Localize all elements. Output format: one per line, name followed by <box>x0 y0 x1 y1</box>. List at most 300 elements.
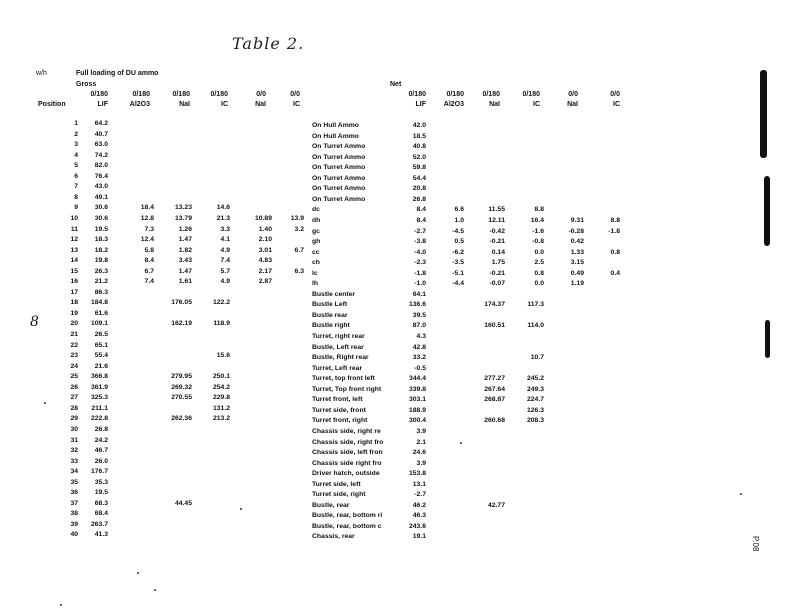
gross-value: 6.7 <box>294 246 304 254</box>
net-value: 64.1 <box>412 290 426 298</box>
gross-value: 2.10 <box>258 236 272 244</box>
location-label: Chassis side, right fro <box>312 438 384 446</box>
net-value: 208.3 <box>526 417 544 425</box>
net-value: 26.8 <box>412 195 426 203</box>
location-label: Chassis side right fro <box>312 459 382 467</box>
net-value: 0.5 <box>454 238 464 246</box>
column-header-top: 0/180 <box>132 91 150 98</box>
column-header-top: 0/0 <box>610 91 620 98</box>
position-number: 25 <box>70 373 78 381</box>
gross-value: 55.4 <box>94 352 108 360</box>
gross-value: 65.1 <box>94 341 108 349</box>
gross-value: 26.5 <box>94 331 108 338</box>
location-label: Chassis side, left fron <box>312 449 383 457</box>
gross-value: 1.40 <box>258 225 272 233</box>
net-value: 0.8 <box>610 248 620 256</box>
location-label: Driver hatch, outside <box>312 470 380 478</box>
gross-value: 10.89 <box>254 214 272 222</box>
gross-value: 46.7 <box>94 447 108 455</box>
gross-value: 61.6 <box>94 309 108 317</box>
gross-value: 68.3 <box>94 499 108 507</box>
net-value: 267.64 <box>484 385 505 393</box>
location-label: cc <box>312 248 320 256</box>
net-value: -4.0 <box>414 248 426 256</box>
gross-value: 41.3 <box>94 531 108 539</box>
gross-value: 262.36 <box>171 415 192 423</box>
location-label: gh <box>312 238 321 246</box>
position-number: 2 <box>74 130 78 138</box>
net-value: 224.7 <box>526 396 544 404</box>
net-value: 6.6 <box>454 206 464 214</box>
location-label: Turret front, left <box>312 396 363 404</box>
net-value: 0.0 <box>534 248 544 256</box>
handwritten-mark: 8 <box>30 314 39 330</box>
right-heading: Net <box>390 81 402 88</box>
net-value: 8.8 <box>610 216 620 224</box>
column-header-top: 0/0 <box>290 91 300 98</box>
position-number: 19 <box>70 309 78 317</box>
margin-scan-mark <box>764 176 770 246</box>
column-header-bottom: NaI <box>567 101 578 108</box>
net-value: 153.8 <box>408 470 426 478</box>
net-value: 11.55 <box>488 206 505 214</box>
position-number: 37 <box>70 499 78 507</box>
gross-value: 4.83 <box>258 257 272 265</box>
net-value: 136.6 <box>408 301 426 309</box>
position-number: 7 <box>74 183 78 191</box>
column-header-bottom: NaI <box>255 101 266 108</box>
position-number: 30 <box>70 425 78 433</box>
position-number: 12 <box>70 236 78 244</box>
net-value: 16.4 <box>530 216 544 224</box>
net-value: -0.28 <box>568 227 584 235</box>
net-value: 40.8 <box>412 143 426 151</box>
net-value: -0.21 <box>489 238 505 246</box>
net-value: 188.9 <box>408 406 426 414</box>
net-value: 0.4 <box>610 269 620 277</box>
gross-value: 3.2 <box>294 225 304 233</box>
scan-speck <box>240 508 242 510</box>
position-number: 4 <box>74 151 78 159</box>
gross-value: 1.47 <box>178 267 192 275</box>
position-number: 14 <box>70 257 78 265</box>
gross-value: 4.1 <box>220 236 230 244</box>
margin-scan-mark <box>760 70 767 158</box>
left-subheading: Gross <box>76 81 97 88</box>
net-value: 114.0 <box>527 322 544 330</box>
net-value: 39.5 <box>412 311 426 319</box>
gross-value: 1.47 <box>178 236 192 244</box>
scan-speck <box>137 572 139 574</box>
net-value: 24.6 <box>412 449 426 457</box>
gross-value: 21.3 <box>216 214 230 222</box>
net-value: 10.7 <box>530 354 544 362</box>
gross-value: 7.3 <box>144 225 154 233</box>
gross-value: 35.3 <box>94 478 108 486</box>
position-number: 20 <box>70 320 78 328</box>
gross-value: 68.4 <box>94 510 108 518</box>
net-value: -3.8 <box>414 238 426 246</box>
net-value: 0.0 <box>534 280 544 288</box>
gross-value: 5.8 <box>144 246 154 254</box>
column-header-bottom: Al2O3 <box>443 101 464 108</box>
position-number: 26 <box>70 383 78 391</box>
column-header-bottom: LIF <box>97 101 108 108</box>
net-value: -5.1 <box>452 269 464 277</box>
net-value: 87.0 <box>412 322 426 330</box>
gross-value: 361.9 <box>90 383 108 391</box>
gross-value: 176.05 <box>171 299 192 307</box>
margin-scan-mark <box>765 320 770 358</box>
net-value: 339.8 <box>408 385 426 393</box>
location-label: On Turret Ammo <box>312 185 366 193</box>
position-number: 24 <box>70 362 78 370</box>
net-value: 12.11 <box>488 216 505 224</box>
position-number: 27 <box>70 394 78 402</box>
position-number: 15 <box>70 267 78 275</box>
column-header-bottom: Al2O3 <box>129 101 150 108</box>
gross-value: 270.55 <box>171 394 192 402</box>
net-value: 174.37 <box>484 301 505 309</box>
wh-label: w/h <box>36 70 47 77</box>
net-value: -1.0 <box>414 280 426 288</box>
position-number: 6 <box>74 172 78 180</box>
net-value: 20.8 <box>412 185 426 193</box>
gross-value: 213.2 <box>212 415 230 423</box>
gross-value: 222.8 <box>90 415 108 423</box>
gross-value: 229.8 <box>212 394 230 402</box>
net-value: 300.4 <box>408 417 426 425</box>
scan-speck <box>60 604 62 606</box>
location-label: ch <box>312 259 320 267</box>
left-heading: Full loading of DU ammo <box>76 70 159 77</box>
net-value: 8.4 <box>416 206 426 214</box>
gross-value: 14.6 <box>216 204 230 212</box>
gross-value: 15.6 <box>216 352 230 360</box>
gross-value: 18.3 <box>94 236 108 244</box>
net-value: 2.1 <box>416 438 426 446</box>
location-label: Turret, Top front right <box>312 385 382 393</box>
location-label: Chassis, rear <box>312 533 355 541</box>
location-label: Turret side, left <box>312 480 361 488</box>
gross-value: 269.32 <box>171 383 192 391</box>
gross-value: 122.2 <box>212 299 230 307</box>
column-header-top: 0/180 <box>210 91 228 98</box>
position-number: 5 <box>74 162 78 170</box>
gross-value: 21.2 <box>94 278 108 286</box>
net-value: -0.42 <box>489 227 505 235</box>
gross-value: 325.3 <box>90 394 108 402</box>
position-number: 32 <box>70 447 78 455</box>
net-value: 52.0 <box>412 153 426 161</box>
column-header-bottom: IC <box>293 101 300 108</box>
gross-value: 86.3 <box>94 288 108 296</box>
net-value: -4.4 <box>452 280 464 288</box>
net-value: 42.77 <box>487 501 505 509</box>
gross-value: 254.2 <box>212 383 230 391</box>
position-number: 31 <box>70 436 78 444</box>
gross-value: 19.5 <box>94 489 108 497</box>
gross-value: 40.7 <box>94 130 108 138</box>
location-label: lc <box>312 269 318 277</box>
net-value: 42.0 <box>412 122 426 129</box>
position-number: 28 <box>70 404 78 412</box>
gross-value: 5.7 <box>220 267 230 275</box>
gross-value: 30.6 <box>94 204 108 212</box>
net-value: -1.8 <box>608 227 620 235</box>
location-label: On Turret Ammo <box>312 195 366 203</box>
net-value: -0.5 <box>414 364 426 372</box>
net-value: 42.8 <box>412 343 426 351</box>
position-number: 13 <box>70 246 78 254</box>
net-value: 9.31 <box>570 216 584 224</box>
net-value: -0.21 <box>489 269 505 277</box>
gross-value: 279.95 <box>171 373 192 381</box>
gross-value: 1.61 <box>178 278 192 286</box>
net-value: 46.3 <box>412 512 426 520</box>
gross-value: 21.6 <box>94 362 108 370</box>
location-label: Bustle, rear <box>312 501 350 509</box>
gross-value: 49.1 <box>94 193 108 201</box>
gross-value: 8.4 <box>144 257 154 265</box>
column-header-top: 0/0 <box>568 91 578 98</box>
column-header-top: 0/180 <box>522 91 540 98</box>
net-value: -4.5 <box>452 227 464 235</box>
location-label: gc <box>312 227 320 235</box>
gross-value: 30.6 <box>94 214 108 222</box>
position-number: 23 <box>70 352 78 360</box>
location-label: Bustle center <box>312 290 356 298</box>
net-value: 54.4 <box>412 174 426 182</box>
net-value: 245.2 <box>526 375 544 383</box>
gross-value: 1.82 <box>178 246 192 254</box>
gross-value: 26.0 <box>94 457 108 465</box>
gross-value: 12.8 <box>140 214 154 222</box>
net-value: -0.8 <box>532 238 544 246</box>
gross-value: 211.1 <box>91 404 108 412</box>
gross-value: 13.23 <box>174 204 192 212</box>
location-label: dh <box>312 216 321 224</box>
gross-value: 63.0 <box>94 141 108 149</box>
position-number: 36 <box>70 489 78 497</box>
gross-value: 2.87 <box>258 278 272 286</box>
net-value: 0.14 <box>491 248 505 256</box>
scan-speck <box>460 442 462 444</box>
net-value: -1.8 <box>414 269 426 277</box>
gross-value: 7.4 <box>220 257 230 265</box>
net-value: 3.9 <box>416 459 426 467</box>
gross-value: 3.43 <box>178 257 192 265</box>
gross-value: 2.17 <box>258 267 272 275</box>
net-value: 13.1 <box>412 480 426 488</box>
column-header-top: 0/0 <box>256 91 266 98</box>
gross-value: 131.2 <box>212 404 230 412</box>
gross-value: 43.0 <box>94 183 108 191</box>
net-value: 1.75 <box>491 259 505 267</box>
gross-value: 7.4 <box>144 278 154 286</box>
gross-value: 82.0 <box>94 162 108 170</box>
net-value: -1.6 <box>532 227 544 235</box>
position-number: 33 <box>70 457 78 465</box>
location-label: Bustle, Left rear <box>312 343 364 351</box>
page-title: Table 2. <box>232 34 305 53</box>
location-label: lh <box>312 280 319 288</box>
gross-value: 184.8 <box>90 299 108 307</box>
gross-value: 18.4 <box>140 204 154 212</box>
gross-value: 12.4 <box>140 236 154 244</box>
position-number: 39 <box>70 520 78 528</box>
position-number: 1 <box>74 120 78 127</box>
position-number: 29 <box>70 415 78 423</box>
gross-value: 162.19 <box>171 320 192 328</box>
position-number: 17 <box>70 288 78 296</box>
gross-value: 4.9 <box>220 246 230 254</box>
gross-value: 19.5 <box>94 225 108 233</box>
gross-value: 13.9 <box>290 214 304 222</box>
net-value: 59.8 <box>412 164 426 172</box>
net-value: 160.51 <box>484 322 505 330</box>
gross-value: 109.1 <box>90 320 108 328</box>
gross-value: 13.79 <box>174 214 192 222</box>
location-label: On Turret Ammo <box>312 143 366 151</box>
gross-value: 26.3 <box>94 267 108 275</box>
column-header-bottom: IC <box>221 101 228 108</box>
page-number: P.08 <box>751 536 760 552</box>
net-value: 2.5 <box>534 259 544 267</box>
net-value: 260.68 <box>484 417 505 425</box>
gross-value: 4.9 <box>220 278 230 286</box>
location-label: Turret front, right <box>312 417 368 425</box>
net-value: 8.4 <box>416 216 426 224</box>
location-label: Turret, top front left <box>312 375 375 383</box>
scan-speck <box>44 402 46 404</box>
net-value: 33.2 <box>412 354 426 362</box>
location-label: On Turret Ammo <box>312 164 366 172</box>
scan-speck <box>740 493 742 495</box>
location-label: On Hull Ammo <box>312 122 359 129</box>
column-header-top: 0/180 <box>482 91 500 98</box>
net-value: 8.8 <box>534 206 544 214</box>
gross-value: 250.1 <box>212 373 230 381</box>
column-header-top: 0/180 <box>90 91 108 98</box>
gross-value: 64.2 <box>94 120 108 127</box>
gross-value: 76.4 <box>94 172 108 180</box>
net-value: 1.0 <box>454 216 464 224</box>
net-value: 1.33 <box>570 248 584 256</box>
position-number: 35 <box>70 478 78 486</box>
scan-speck <box>154 589 156 591</box>
net-value: 0.42 <box>570 238 584 246</box>
net-value: -2.7 <box>414 227 426 235</box>
gross-value: 3.01 <box>258 246 272 254</box>
net-value: 243.6 <box>408 522 426 530</box>
net-value: 249.3 <box>526 385 544 393</box>
gross-value: 176.7 <box>90 468 108 476</box>
position-number: 34 <box>70 468 78 476</box>
net-value: -2.3 <box>414 259 426 267</box>
position-number: 8 <box>74 193 78 201</box>
location-label: Chassis side, right re <box>312 427 381 435</box>
position-number: 3 <box>74 141 78 149</box>
net-value: 1.19 <box>570 280 584 288</box>
net-value: 3.15 <box>570 259 584 267</box>
position-number: 16 <box>70 278 78 286</box>
gross-value: 26.8 <box>94 425 108 433</box>
location-label: Bustle Left <box>312 301 348 309</box>
column-header-top: 0/180 <box>408 91 426 98</box>
position-label: Position <box>38 101 66 108</box>
net-value: 126.3 <box>526 406 544 414</box>
net-value: 19.1 <box>412 533 426 541</box>
net-value: 46.2 <box>412 501 426 509</box>
position-number: 9 <box>74 204 78 212</box>
net-value: 18.5 <box>412 132 426 140</box>
gross-value: 24.2 <box>94 436 108 444</box>
gross-value: 19.8 <box>94 257 108 265</box>
location-label: On Turret Ammo <box>312 174 366 182</box>
position-number: 38 <box>70 510 78 518</box>
position-number: 21 <box>70 331 78 338</box>
column-header-top: 0/180 <box>446 91 464 98</box>
net-value: 0.8 <box>534 269 544 277</box>
net-value: -0.07 <box>489 280 505 288</box>
column-header-bottom: NaI <box>179 101 190 108</box>
location-label: Bustle, rear, bottom c <box>312 522 382 530</box>
net-value: 4.3 <box>416 333 426 340</box>
net-value: 3.9 <box>416 427 426 435</box>
gross-value: 18.2 <box>94 246 108 254</box>
location-label: Turret, Left rear <box>312 364 363 372</box>
location-label: Turret side, right <box>312 491 366 499</box>
gross-value: 6.7 <box>144 267 154 275</box>
net-value: 0.49 <box>570 269 584 277</box>
location-label: Bustle, rear, bottom ri <box>312 512 383 520</box>
net-value: 117.3 <box>527 301 544 309</box>
net-value: -3.5 <box>452 259 464 267</box>
net-value: 277.27 <box>484 375 505 383</box>
location-label: Turret side, front <box>312 406 366 414</box>
location-label: Bustle, Right rear <box>312 354 369 362</box>
position-number: 40 <box>70 531 78 539</box>
column-header-top: 0/180 <box>172 91 190 98</box>
location-label: Bustle rear <box>312 311 348 319</box>
location-label: dc <box>312 206 320 214</box>
column-header-bottom: NaI <box>489 101 500 108</box>
net-value: -6.2 <box>452 248 464 256</box>
gross-value: 118.9 <box>213 320 230 328</box>
net-value: 344.4 <box>408 375 426 383</box>
gross-value: 6.3 <box>294 267 304 275</box>
position-number: 18 <box>70 299 78 307</box>
net-value: 303.1 <box>408 396 426 404</box>
gross-value: 74.2 <box>94 151 108 159</box>
gross-value: 366.8 <box>90 373 108 381</box>
position-number: 22 <box>70 341 78 349</box>
location-label: On Turret Ammo <box>312 153 366 161</box>
column-header-bottom: IC <box>613 101 620 108</box>
column-header-bottom: IC <box>533 101 540 108</box>
location-label: Bustle right <box>312 322 350 330</box>
position-number: 11 <box>70 225 78 233</box>
gross-value: 3.3 <box>220 225 230 233</box>
gross-value: 1.26 <box>178 225 192 233</box>
net-value: -2.7 <box>414 491 426 499</box>
location-label: Turret, right rear <box>312 333 365 340</box>
location-label: On Hull Ammo <box>312 132 359 140</box>
gross-value: 44.45 <box>174 499 192 507</box>
column-header-bottom: LIF <box>415 101 426 108</box>
net-value: 268.87 <box>484 396 505 404</box>
